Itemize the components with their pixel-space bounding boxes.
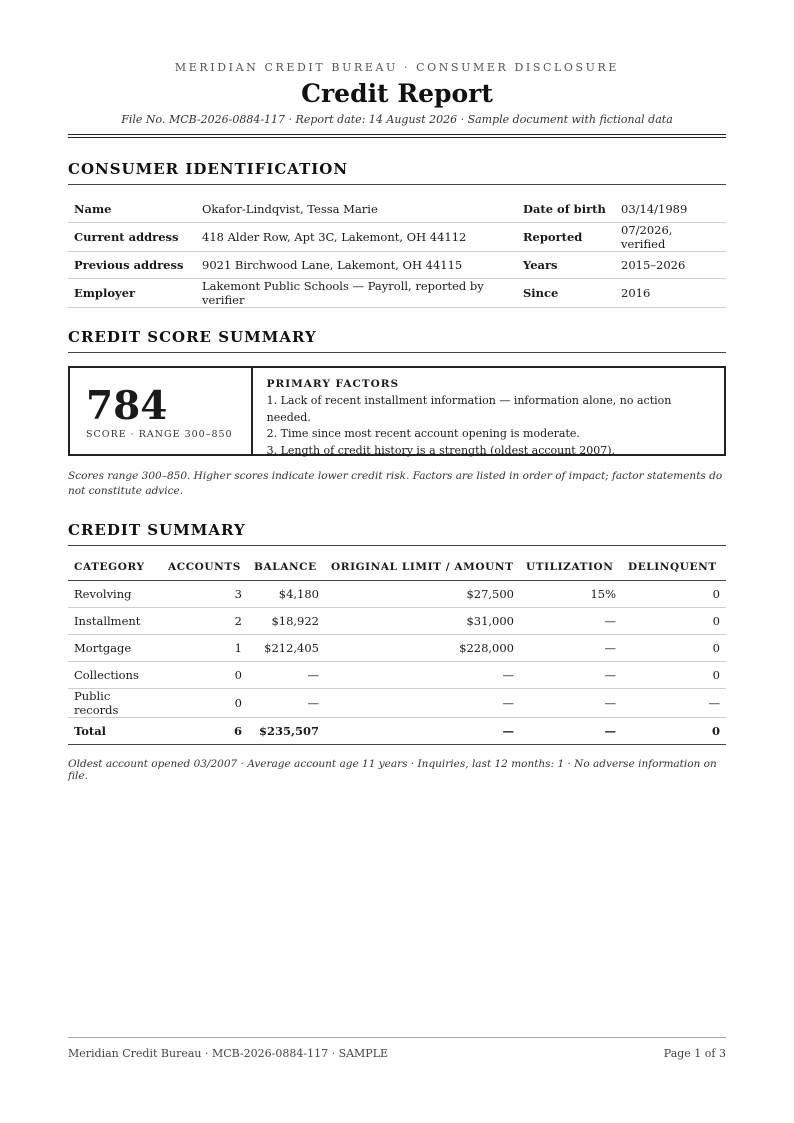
table-cell: —: [325, 718, 520, 745]
table-cell: 0: [162, 662, 248, 689]
table-row: [68, 689, 726, 718]
field-value: 2015–2026: [615, 252, 726, 279]
table-cell: $228,000: [325, 635, 520, 662]
column-header: DELINQUENT: [622, 553, 726, 581]
table-cell: 0: [162, 689, 248, 718]
bureau-name: MERIDIAN CREDIT BUREAU · CONSUMER DISCLOSURE: [174, 61, 620, 74]
section-heading: CREDIT SUMMARY: [68, 521, 726, 546]
table-cell: $27,500: [325, 581, 520, 608]
field-label: Employer: [68, 279, 196, 308]
table-cell: 6: [162, 718, 248, 745]
table-header-row: [68, 553, 726, 581]
table-cell: 0: [622, 581, 726, 608]
table-cell: —: [520, 689, 622, 718]
table-cell: Mortgage: [68, 635, 162, 662]
table-cell: 0: [622, 608, 726, 635]
list-item: 3. Length of credit history is a strength (oldest account 2007).: [266, 443, 616, 457]
credit-summary-table: [68, 553, 726, 745]
table-cell: $18,922: [248, 608, 325, 635]
column-header: CATEGORY: [68, 553, 162, 581]
footer-left-text: Meridian Credit Bureau · MCB-2026-0884-117 · SAMPLE: [68, 1047, 389, 1060]
table-cell: Installment: [68, 608, 162, 635]
section-heading: CONSUMER IDENTIFICATION: [68, 160, 726, 185]
score-note: Scores range 300–850. Higher scores indicate lower credit risk. Factors are listed in order of impact; factor statements do not constitute advice.: [68, 470, 723, 497]
table-cell: —: [520, 608, 622, 635]
table-cell: —: [248, 662, 325, 689]
score-panel: [70, 368, 253, 454]
table-cell: Revolving: [68, 581, 162, 608]
field-value: Lakemont Public Schools — Payroll, reported by verifier: [196, 279, 517, 308]
credit-report-page: [68, 0, 726, 782]
table-row: [68, 635, 726, 662]
field-value: Okafor-Lindqvist, Tessa Marie: [196, 196, 517, 223]
column-header: ACCOUNTS: [162, 553, 248, 581]
field-label: Previous address: [68, 252, 196, 279]
table-cell: —: [325, 662, 520, 689]
field-label: Name: [68, 196, 196, 223]
identification-table: [68, 196, 726, 308]
column-header: UTILIZATION: [520, 553, 622, 581]
list-item: 2. Time since most recent account opening is moderate.: [266, 427, 580, 440]
table-row: [68, 581, 726, 608]
table-row: [68, 196, 726, 223]
table-cell: Total: [68, 718, 162, 745]
total-row: [68, 718, 726, 745]
header-divider: [68, 134, 726, 138]
primary-factors-panel: [253, 368, 724, 457]
table-cell: —: [520, 635, 622, 662]
score-box: [68, 366, 726, 456]
table-cell: —: [325, 689, 520, 718]
score-caption: SCORE · RANGE 300–850: [86, 429, 233, 440]
list-item: 1. Lack of recent installment information — information alone, no action needed.: [266, 394, 672, 424]
page-number: Page 1 of 3: [663, 1047, 726, 1060]
field-value: 07/2026, verified: [615, 223, 726, 252]
table-row: [68, 279, 726, 308]
table-cell: 1: [162, 635, 248, 662]
table-cell: 3: [162, 581, 248, 608]
field-value: 03/14/1989: [615, 196, 726, 223]
table-cell: $4,180: [248, 581, 325, 608]
table-cell: —: [520, 718, 622, 745]
field-value: 418 Alder Row, Apt 3C, Lakemont, OH 44112: [196, 223, 517, 252]
table-row: [68, 662, 726, 689]
field-label: Date of birth: [517, 196, 615, 223]
factors-title: PRIMARY FACTORS: [266, 378, 400, 390]
table-row: [68, 608, 726, 635]
table-cell: Collections: [68, 662, 162, 689]
credit-score-value: 784: [86, 383, 168, 429]
page-footer: [68, 1037, 726, 1060]
table-cell: —: [622, 689, 726, 718]
table-cell: —: [248, 689, 325, 718]
table-cell: 0: [622, 718, 726, 745]
field-label: Reported: [517, 223, 615, 252]
section-heading: CREDIT SCORE SUMMARY: [68, 328, 726, 353]
table-row: [68, 223, 726, 252]
field-label: Years: [517, 252, 615, 279]
field-value: 2016: [615, 279, 726, 308]
factors-list: [267, 393, 710, 459]
credit-summary-section: [68, 521, 726, 782]
summary-note: Oldest account opened 03/2007 · Average account age 11 years · Inquiries, last 12 months: 1 · No adverse information on file.: [68, 758, 717, 782]
table-cell: 0: [622, 635, 726, 662]
field-label: Current address: [68, 223, 196, 252]
table-cell: $235,507: [248, 718, 325, 745]
consumer-identification-section: [68, 160, 726, 308]
file-info-line: File No. MCB-2026-0884-117 · Report date: 14 August 2026 · Sample document with fictional data: [121, 113, 673, 126]
field-value: 9021 Birchwood Lane, Lakemont, OH 44115: [196, 252, 517, 279]
table-cell: 2: [162, 608, 248, 635]
table-row: [68, 252, 726, 279]
table-cell: 0: [622, 662, 726, 689]
table-cell: —: [520, 662, 622, 689]
table-cell: $31,000: [325, 608, 520, 635]
credit-score-section: [68, 328, 726, 499]
column-header: ORIGINAL LIMIT / AMOUNT: [325, 553, 520, 581]
column-header: BALANCE: [248, 553, 325, 581]
table-cell: $212,405: [248, 635, 325, 662]
table-cell: 15%: [520, 581, 622, 608]
page-title: Credit Report: [301, 79, 493, 108]
table-cell: Public records: [68, 689, 162, 718]
field-label: Since: [517, 279, 615, 308]
report-header: [68, 61, 726, 126]
